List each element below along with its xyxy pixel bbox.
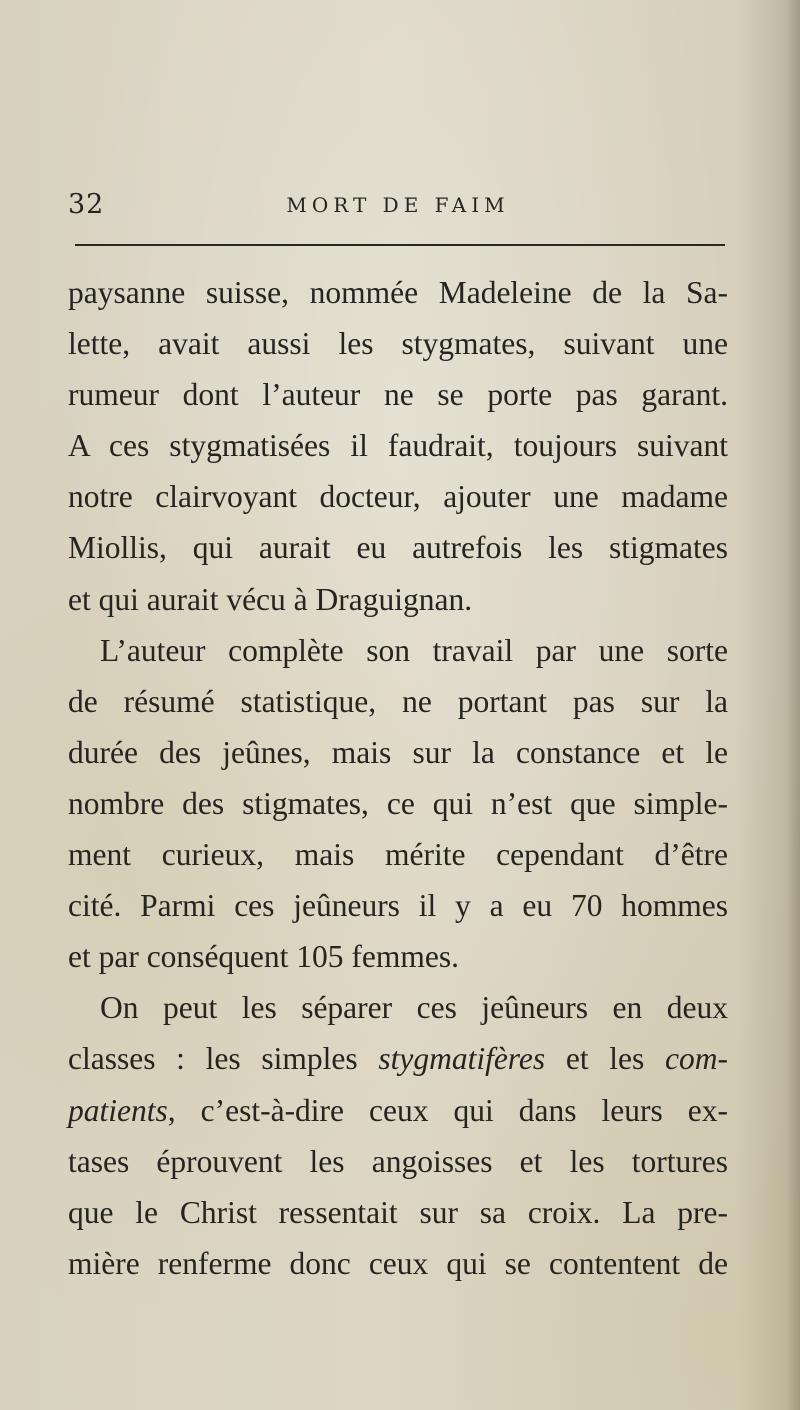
text-line: rumeur dont l’auteur ne se porte pas garant. bbox=[68, 377, 728, 413]
text-segment: classes : les simples bbox=[68, 1041, 379, 1077]
text-line-mixed bbox=[68, 1033, 728, 1084]
text-line: paysanne suisse, nommée Madeleine de la Sa- bbox=[68, 275, 728, 310]
page-header bbox=[68, 185, 728, 225]
text-line: durée des jeûnes, mais sur la constance et le bbox=[68, 734, 728, 770]
page-edge-shadow bbox=[786, 0, 800, 1410]
text-line: On peut les séparer ces jeûneurs en deux bbox=[100, 990, 728, 1026]
text-line: nombre des stigmates, ce qui n’est que simple- bbox=[68, 785, 728, 821]
text-segment: , c’est-à-dire ceux qui dans leurs ex- bbox=[167, 1092, 728, 1128]
text-line: L’auteur complète son travail par une sorte bbox=[100, 632, 728, 668]
text-line: ment curieux, mais mérite cependant d’être bbox=[68, 837, 728, 873]
italic-term: stygmatifères bbox=[378, 1041, 546, 1077]
text-line: cité. Parmi ces jeûneurs il y a eu 70 hommes bbox=[68, 888, 728, 924]
text-line: et qui aurait vécu à Draguignan. bbox=[68, 581, 473, 617]
text-line: lette, avait aussi les stygmates, suivant une bbox=[68, 326, 728, 362]
italic-term: patients bbox=[68, 1092, 168, 1128]
text-line: A ces stygmatisées il faudrait, toujours suivant bbox=[68, 428, 728, 464]
text-line: et par conséquent 105 femmes. bbox=[68, 939, 459, 975]
italic-term: com- bbox=[665, 1041, 728, 1077]
text-line: de résumé statistique, ne portant pas sur la bbox=[68, 683, 728, 719]
text-segment: et les bbox=[545, 1041, 666, 1077]
text-line: tases éprouvent les angoisses et les tortures bbox=[68, 1143, 728, 1179]
header-rule bbox=[75, 244, 725, 246]
text-line: que le Christ ressentait sur sa croix. La pre- bbox=[68, 1194, 728, 1230]
text-line-mixed bbox=[68, 1085, 728, 1136]
text-line: Miollis, qui aurait eu autrefois les stigmates bbox=[68, 530, 728, 566]
running-title: MORT DE FAIM bbox=[286, 193, 510, 217]
page-number: 32 bbox=[68, 189, 105, 220]
text-line: mière renferme donc ceux qui se contentent de bbox=[68, 1245, 728, 1281]
body-text bbox=[68, 267, 728, 1289]
text-line: notre clairvoyant docteur, ajouter une madame bbox=[68, 479, 728, 515]
